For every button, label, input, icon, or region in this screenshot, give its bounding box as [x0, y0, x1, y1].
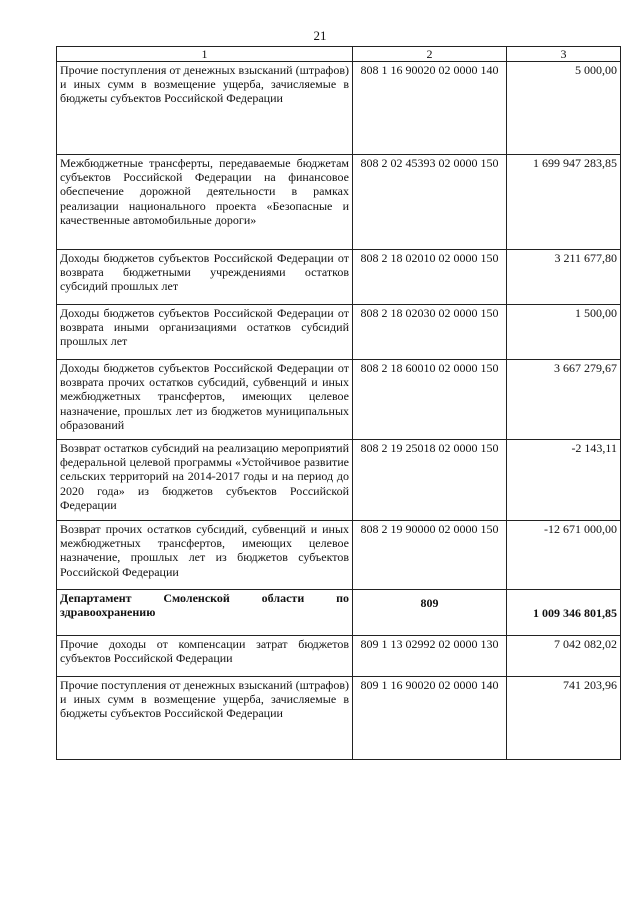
- row-description: Возврат прочих остатков субсидий, субвенций и иных межбюджетных трансфертов, имеющих целевое назначение, прошлых лет из бюджетов субъектов Российской Федерации: [57, 521, 353, 590]
- row-description: Прочие поступления от денежных взысканий (штрафов) и иных сумм в возмещение ущерба, зачисляемые в бюджеты субъектов Российской Федерации: [57, 62, 353, 155]
- row-code: 808 2 18 60010 02 0000 150: [353, 360, 507, 440]
- department-total: 1 009 346 801,85: [507, 590, 621, 636]
- department-code: 809: [353, 590, 507, 636]
- table-row: [57, 250, 621, 305]
- row-code: 808 2 19 90000 02 0000 150: [353, 521, 507, 590]
- row-code: 808 1 16 90020 02 0000 140: [353, 62, 507, 155]
- row-amount: 1 699 947 283,85: [507, 155, 621, 250]
- table-row: [57, 360, 621, 440]
- table-row: [57, 440, 621, 521]
- row-amount: 5 000,00: [507, 62, 621, 155]
- row-description: Доходы бюджетов субъектов Российской Федерации от возврата иными организациями остатков субсидий прошлых лет: [57, 305, 353, 360]
- page-number: 21: [313, 28, 327, 43]
- row-description: Доходы бюджетов субъектов Российской Федерации от возврата прочих остатков субсидий, субвенций и иных межбюджетных трансфертов, имеющих целевое назначение, прошлых лет из бюджетов муниципальных образований: [57, 360, 353, 440]
- table-row: [57, 155, 621, 250]
- row-amount: 3 667 279,67: [507, 360, 621, 440]
- table-header-row: [57, 47, 621, 62]
- column-header-1: 1: [57, 47, 353, 62]
- row-code: 808 2 19 25018 02 0000 150: [353, 440, 507, 521]
- department-name: Департамент Смоленской области по здравоохранению: [57, 590, 353, 636]
- table-row: [57, 677, 621, 760]
- row-amount: 3 211 677,80: [507, 250, 621, 305]
- row-description: Прочие доходы от компенсации затрат бюджетов субъектов Российской Федерации: [57, 636, 353, 677]
- row-amount: -2 143,11: [507, 440, 621, 521]
- table-row: [57, 305, 621, 360]
- budget-table: [56, 46, 621, 760]
- row-amount: 1 500,00: [507, 305, 621, 360]
- row-description: Прочие поступления от денежных взысканий (штрафов) и иных сумм в возмещение ущерба, зачисляемые в бюджеты субъектов Российской Федерации: [57, 677, 353, 760]
- row-code: 808 2 18 02030 02 0000 150: [353, 305, 507, 360]
- table-row: [57, 636, 621, 677]
- table-row: [57, 521, 621, 590]
- row-code: 809 1 16 90020 02 0000 140: [353, 677, 507, 760]
- table-row: [57, 62, 621, 155]
- column-header-2: 2: [353, 47, 507, 62]
- table-row-department: [57, 590, 621, 636]
- column-header-3: 3: [507, 47, 621, 62]
- row-amount: -12 671 000,00: [507, 521, 621, 590]
- row-description: Межбюджетные трансферты, передаваемые бюджетам субъектов Российской Федерации на финансовое обеспечение дорожной деятельности в рамках реализации национального проекта «Безопасные и качественные автомобильные дороги»: [57, 155, 353, 250]
- row-amount: 741 203,96: [507, 677, 621, 760]
- row-code: 809 1 13 02992 02 0000 130: [353, 636, 507, 677]
- row-code: 808 2 18 02010 02 0000 150: [353, 250, 507, 305]
- row-amount: 7 042 082,02: [507, 636, 621, 677]
- row-code: 808 2 02 45393 02 0000 150: [353, 155, 507, 250]
- row-description: Возврат остатков субсидий на реализацию мероприятий федеральной целевой программы «Устойчивое развитие сельских территорий на 2014-2017 годы и на период до 2020 года» из бюджетов субъектов Российской Федерации: [57, 440, 353, 521]
- row-description: Доходы бюджетов субъектов Российской Федерации от возврата бюджетными учреждениями остатков субсидий прошлых лет: [57, 250, 353, 305]
